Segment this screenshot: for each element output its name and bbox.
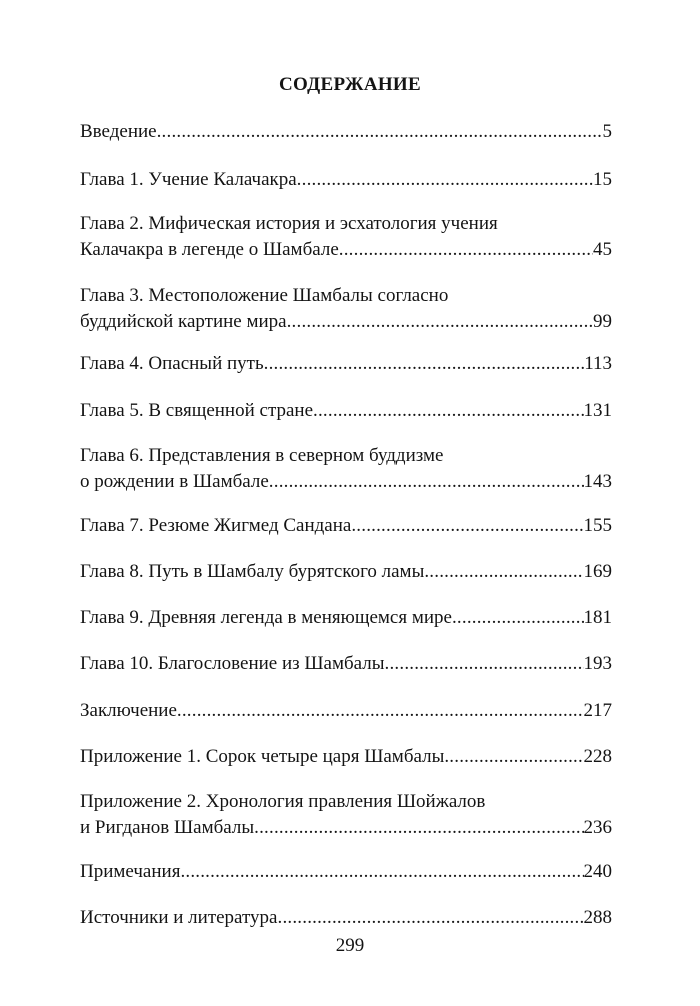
dot-leader: [424, 559, 583, 585]
toc-entry-page: 236: [583, 817, 612, 838]
toc-entry-chapter-1: [80, 167, 612, 193]
toc-entry-page: 193: [583, 653, 612, 674]
toc-entry-label: буддийской картине мира: [80, 311, 287, 332]
toc-entry-chapter-5: [80, 398, 612, 424]
toc-entry-label: Примечания: [80, 861, 181, 882]
toc-entry-page: 15: [593, 169, 612, 190]
toc-entry-label: Глава 7. Резюме Жигмед Сандана: [80, 515, 352, 536]
dot-leader: [278, 905, 584, 931]
dot-leader: [385, 651, 584, 677]
toc-entry-label: Заключение: [80, 700, 177, 721]
toc-entry-page: 217: [583, 700, 612, 721]
toc-entry-chapter-9: [80, 605, 612, 631]
dot-leader: [444, 744, 583, 770]
dot-leader: [264, 351, 585, 377]
toc-entry-first-line: Глава 3. Местоположение Шамбалы согласно: [80, 285, 449, 306]
toc-entry-page: 288: [583, 907, 612, 928]
dot-leader: [339, 237, 593, 263]
page-title: СОДЕРЖАНИЕ: [279, 74, 421, 95]
toc-entry-page: 99: [593, 311, 612, 332]
toc-entry-page: 155: [583, 515, 612, 536]
toc-entry-first-line: Приложение 2. Хронология правления Шойжалов: [80, 791, 486, 812]
dot-leader: [254, 815, 583, 841]
toc-entry-first-line: Глава 2. Мифическая история и эсхатология учения: [80, 213, 498, 234]
toc-entry-label: Глава 8. Путь в Шамбалу бурятского ламы: [80, 561, 425, 582]
toc-entry-label: Источники и литература: [80, 907, 278, 928]
toc-entry-chapter-2: [80, 211, 612, 263]
dot-leader: [313, 398, 583, 424]
toc-entry-notes: [80, 859, 612, 885]
toc-entry-chapter-10: [80, 651, 612, 677]
toc-entry-chapter-4: [80, 351, 612, 377]
table-of-contents: [80, 0, 612, 1006]
toc-entry-appendix-2: [80, 789, 612, 841]
toc-entry-label: и Ригданов Шамбалы: [80, 817, 255, 838]
toc-entry-introduction: [80, 119, 612, 145]
toc-entry-page: 5: [602, 121, 612, 142]
dot-leader: [297, 167, 593, 193]
toc-entry-label: Глава 1. Учение Калачакра: [80, 169, 297, 190]
toc-entry-page: 181: [583, 607, 612, 628]
toc-entry-label: Приложение 1. Сорок четыре царя Шамбалы: [80, 746, 445, 767]
toc-entry-label: Глава 10. Благословение из Шамбалы: [80, 653, 385, 674]
toc-entry-label: Глава 5. В священной стране: [80, 400, 314, 421]
toc-entry-label: о рождении в Шамбале: [80, 471, 269, 492]
toc-entry-page: 143: [583, 471, 612, 492]
dot-leader: [452, 605, 584, 631]
toc-entry-label: Калачакра в легенде о Шамбале: [80, 239, 339, 260]
dot-leader: [269, 469, 584, 495]
dot-leader: [180, 859, 583, 885]
toc-entry-appendix-1: [80, 744, 612, 770]
toc-entry-page: 169: [583, 561, 612, 582]
toc-entry-chapter-3: [80, 283, 612, 335]
toc-entry-label: Глава 9. Древняя легенда в меняющемся мире: [80, 607, 452, 628]
dot-leader: [157, 119, 603, 145]
toc-entry-chapter-7: [80, 513, 612, 539]
toc-entry-label: Введение: [80, 121, 157, 142]
toc-entry-chapter-8: [80, 559, 612, 585]
dot-leader: [177, 698, 584, 724]
toc-entry-page: 45: [593, 239, 612, 260]
toc-entry-label: Глава 4. Опасный путь: [80, 353, 264, 374]
toc-entry-conclusion: [80, 698, 612, 724]
toc-entry-page: 131: [583, 400, 612, 421]
toc-entry-page: 240: [583, 861, 612, 882]
dot-leader: [287, 309, 593, 335]
toc-entry-page: 113: [584, 353, 612, 374]
toc-entry-page: 228: [583, 746, 612, 767]
dot-leader: [351, 513, 583, 539]
toc-entry-first-line: Глава 6. Представления в северном буддизме: [80, 445, 444, 466]
toc-entry-sources: [80, 905, 612, 931]
page-number: 299: [335, 935, 365, 956]
toc-entry-chapter-6: [80, 443, 612, 495]
